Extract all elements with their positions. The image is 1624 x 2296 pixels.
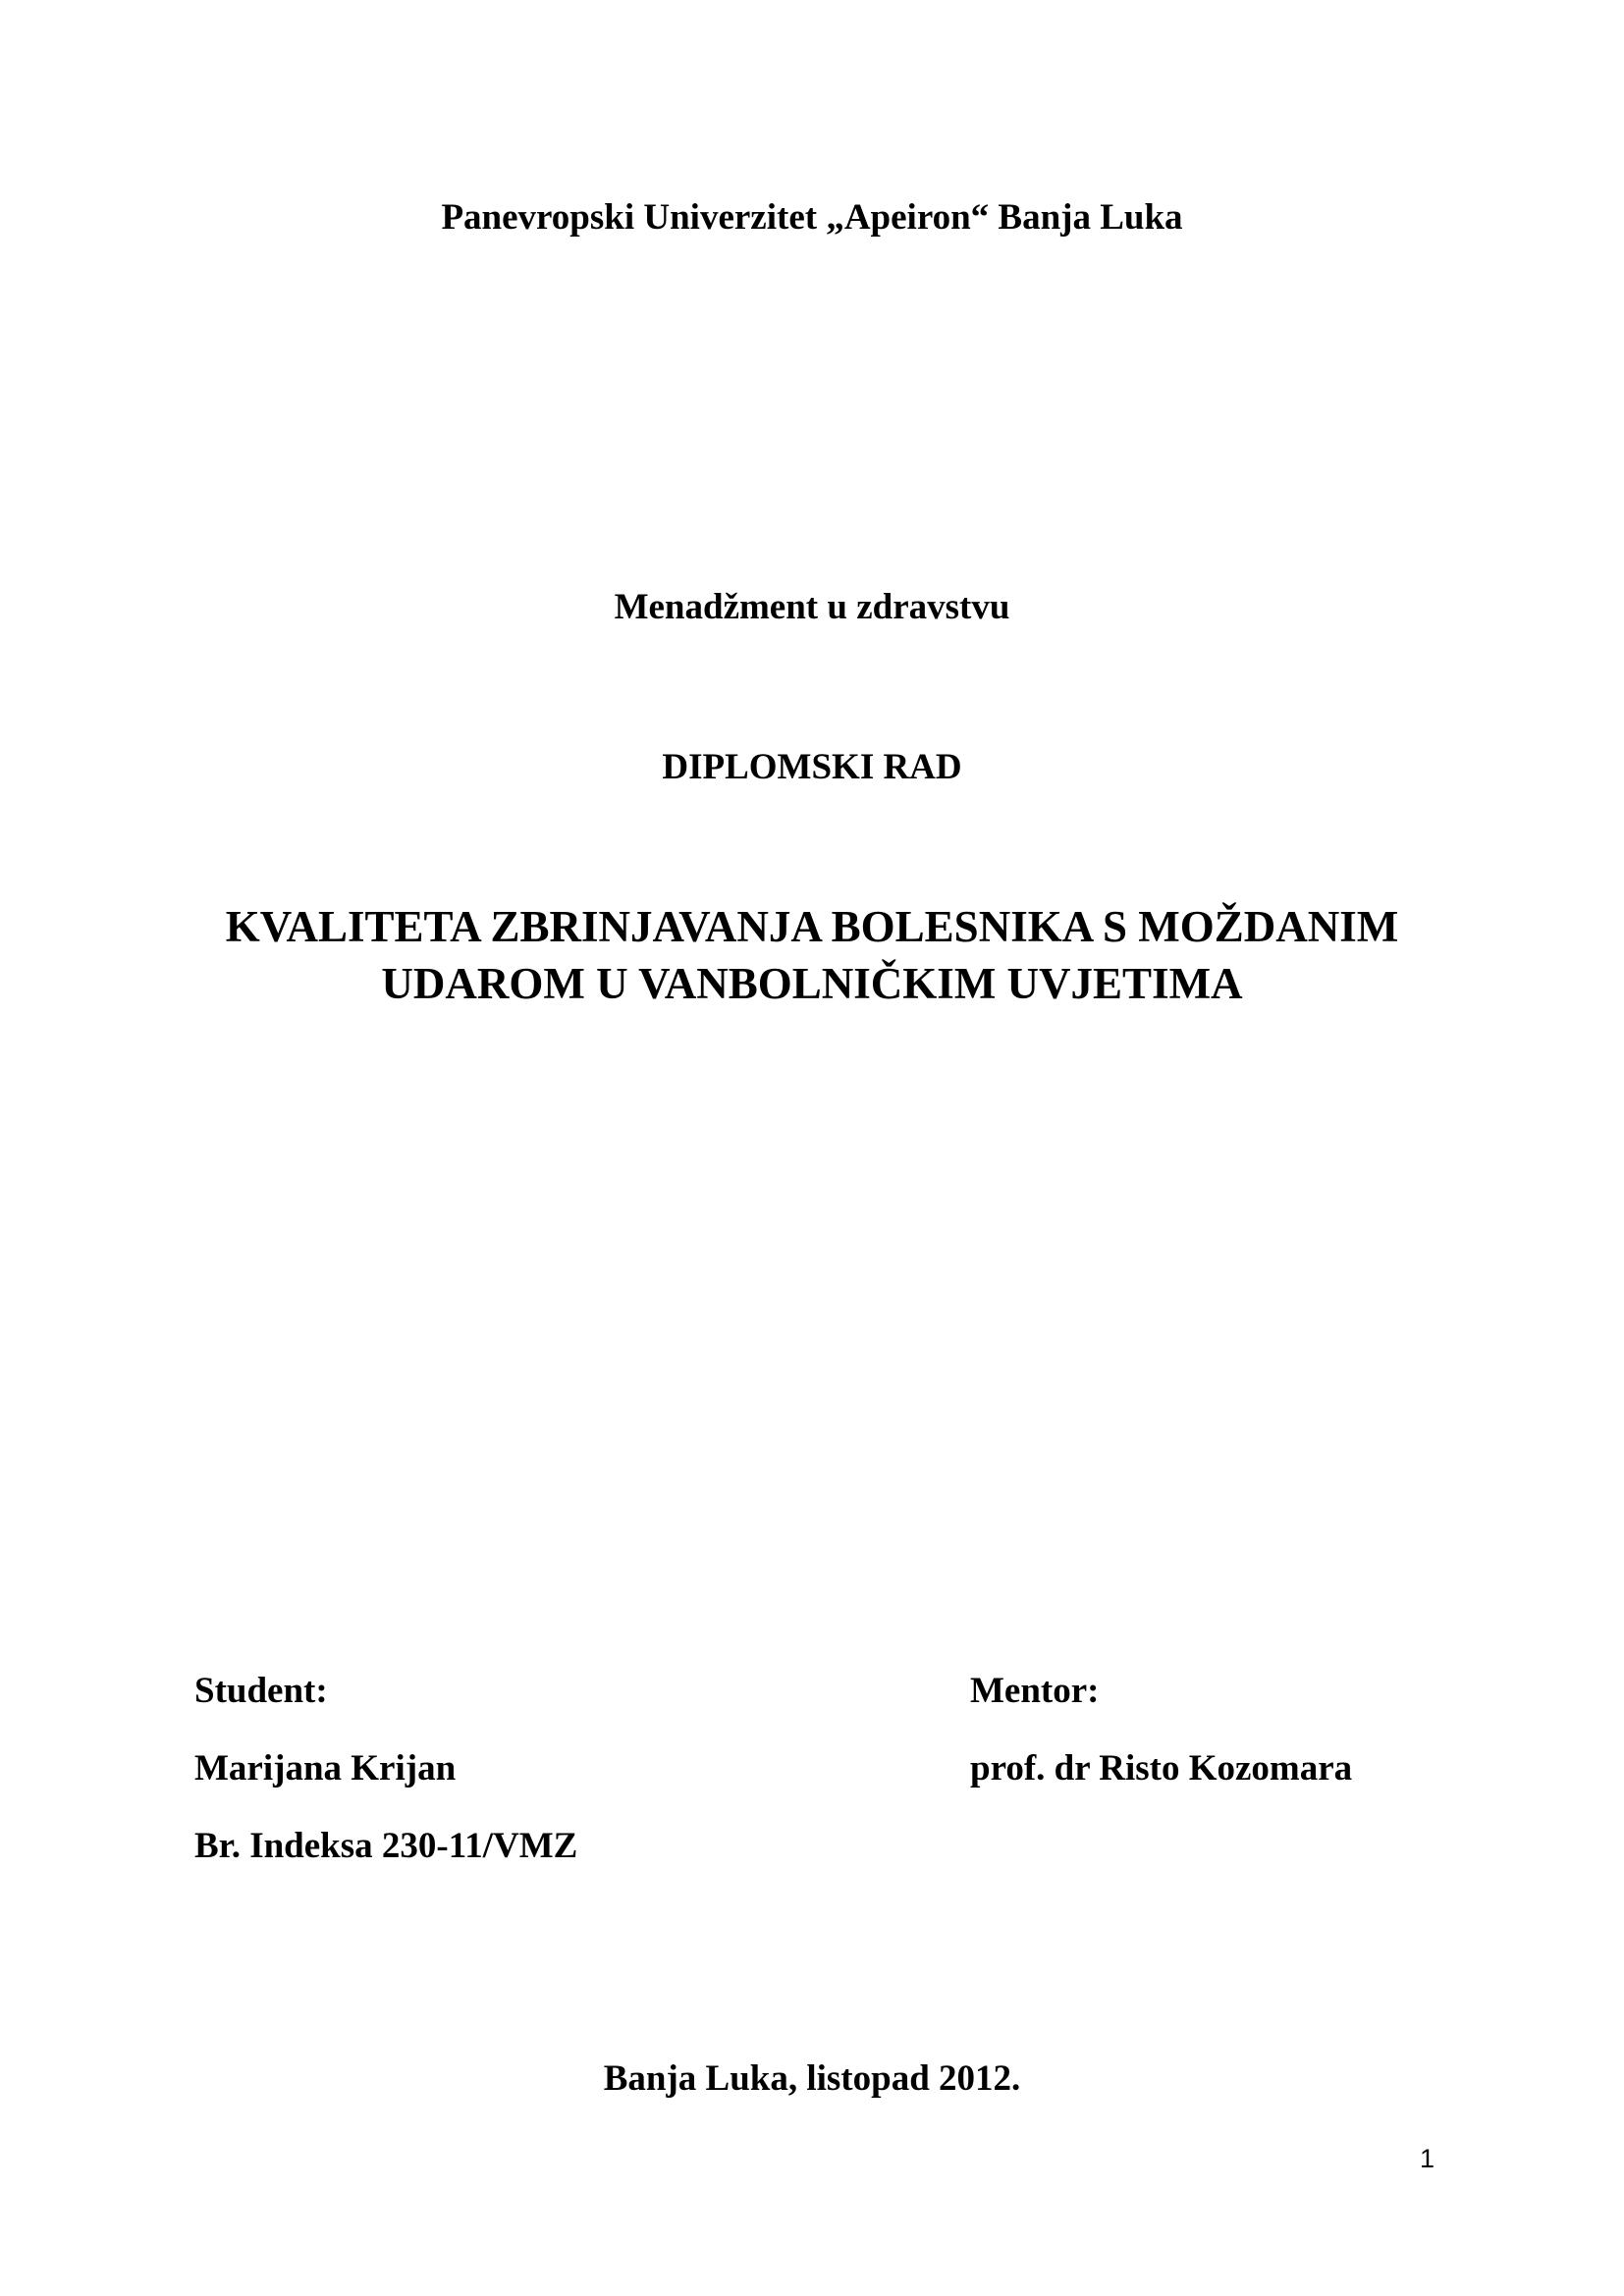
university-name: Panevropski Univerzitet „Apeiron“ Banja Luka — [441, 197, 1183, 238]
thesis-title-line-2: UDAROM U VANBOLNIČKIM UVJETIMA — [381, 959, 1243, 1008]
department-name: Menadžment u zdravstvu — [614, 587, 1010, 627]
mentor-name: prof. dr Risto Kozomara — [970, 1748, 1353, 1789]
page-number: 1 — [1420, 2144, 1435, 2173]
thesis-title-line-1: KVALITETA ZBRINJAVANJA BOLESNIKA S MOŽDANIM — [225, 902, 1399, 951]
student-name: Marijana Krijan — [194, 1748, 457, 1789]
mentor-label: Mentor: — [970, 1671, 1100, 1711]
place-date: Banja Luka, listopad 2012. — [603, 2058, 1021, 2099]
student-index: Br. Indeksa 230-11/VMZ — [194, 1826, 578, 1866]
thesis-title — [0, 898, 1624, 1012]
thesis-type: DIPLOMSKI RAD — [662, 747, 962, 787]
student-label: Student: — [194, 1671, 328, 1711]
